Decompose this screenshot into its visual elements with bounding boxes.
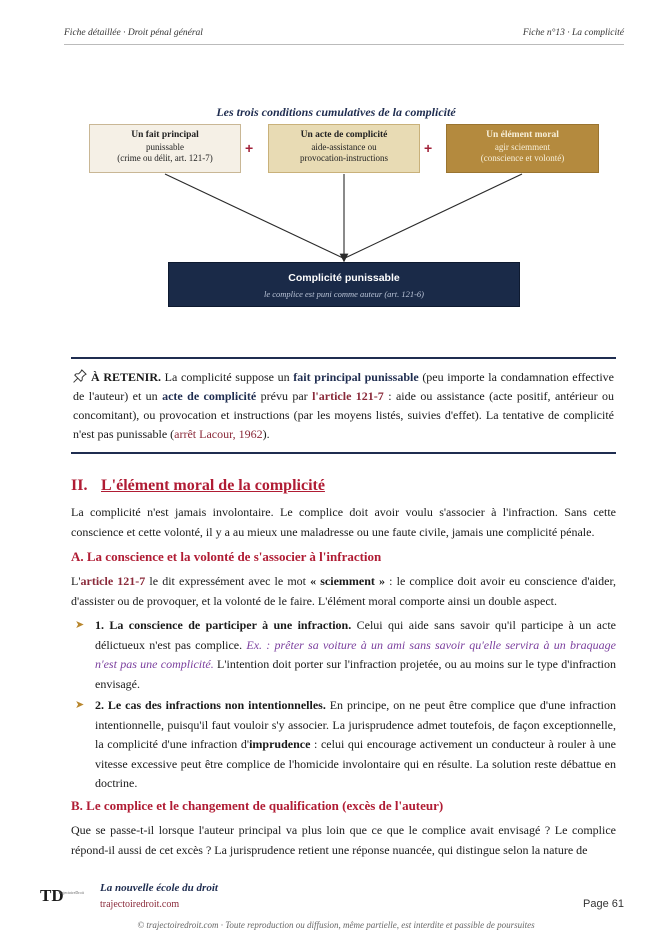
condition-line: provocation-instructions	[300, 153, 388, 163]
retenir-label: À RETENIR.	[91, 370, 162, 384]
condition-box-element-moral	[446, 124, 599, 173]
header-right: Fiche n°13 · La complicité	[522, 28, 624, 38]
logo	[40, 886, 74, 904]
item-lead: 2. Le cas des infractions non intentionnelles.	[95, 698, 326, 712]
text-run: le dit expressément avec le mot	[145, 574, 311, 588]
arrow-right	[345, 174, 522, 258]
pin-icon	[73, 369, 87, 383]
footer-link[interactable]: trajectoiredroit.com	[100, 899, 180, 910]
condition-line: (crime ou délit, art. 121-7)	[117, 153, 213, 163]
keyword-acte-complicite: acte de complicité	[162, 389, 257, 403]
result-box	[168, 262, 520, 307]
subsection-a-title: A. La conscience et la volonté de s'associer à l'infraction	[71, 549, 382, 564]
text-run: L'	[71, 574, 81, 588]
arrow-bullet-icon: ➤	[75, 619, 85, 631]
section-number: II.	[71, 477, 88, 494]
diagram-title: Les trois conditions cumulatives de la complicité	[216, 105, 456, 119]
item-lead: 1. La conscience de participer à une infraction.	[95, 618, 352, 632]
footer-title: La nouvelle école du droit	[100, 882, 218, 894]
text-run: En principe, on ne peut être complice que d'une infraction intentionnelle, puisqu'il faut vouloir s'y associer. La jurisprudence admet toutefois, de façon exceptionnelle, la complicité d'une infraction d'	[95, 698, 616, 751]
condition-line: (conscience et volonté)	[480, 153, 565, 163]
retenir-text: prévu par	[256, 389, 313, 403]
text-run: Celui qui aide sans savoir qu'il participe à un acte délictueux n'est pas complice.	[95, 618, 616, 652]
plus-sign: +	[245, 140, 254, 156]
text-run: : celui qui encourage activement un conducteur à rouler à une vitesse excessive peut être complice de l'homicide involontaire qui en résulte. La solution reste débattue en doctrine.	[95, 737, 617, 790]
case-reference: arrêt Lacour, 1962	[174, 427, 263, 441]
text-run: L'intention doit porter sur l'infraction projetée, ou au moins sur le type d'infraction envisagé.	[95, 657, 616, 691]
list-item	[71, 696, 616, 794]
keyword-fait-principal: fait principal punissable	[293, 370, 419, 384]
condition-title: Un acte de complicité	[300, 130, 388, 140]
subsection-a-paragraph	[71, 571, 616, 611]
retenir-box	[71, 357, 616, 454]
article-reference: l'article 121-7	[312, 389, 384, 403]
section-intro: La complicité n'est jamais involontaire. Le complice doit avoir voulu s'associer à l'infraction. Sans cette conscience et cette volonté, il y a au mieux une maladresse ou une faute civile, jamais une complicité pénale.	[71, 505, 616, 539]
logo-mark: TD	[40, 886, 64, 904]
result-title: Complicité punissable	[288, 272, 400, 284]
text-run: : le complice doit avoir eu conscience d'aider, d'assister ou de provoquer, et la volonté de le faire. L'élément moral comporte ainsi un double aspect.	[71, 574, 616, 608]
page-number: Page 61	[583, 898, 624, 910]
arrow-bullet-icon: ➤	[75, 699, 85, 711]
header-left: Fiche détaillée · Droit pénal général	[64, 28, 203, 38]
plus-sign: +	[424, 140, 433, 156]
article-reference: article 121-7	[80, 574, 146, 588]
copyright-notice: © trajectoiredroit.com · Toute reproduction ou diffusion, même partielle, est interdite et passible de poursuites	[137, 920, 535, 930]
retenir-text: : aide ou assistance (acte positif, antérieur ou concomitant), ou provocation et instructions (par les moyens listés, suivies d'effet). La tentative de complicité n'est pas punissable (	[73, 389, 614, 441]
condition-box-acte-complicite	[268, 124, 420, 173]
result-subtitle: le complice est puni comme auteur (art. 121-6)	[263, 289, 425, 299]
condition-box-fait-principal	[89, 124, 241, 173]
retenir-text: (peu importe la condamnation effective de l'auteur) et un	[73, 370, 614, 403]
subsection-b-title: B. Le complice et le changement de qualification (excès de l'auteur)	[71, 798, 444, 813]
section-title: L'élément moral de la complicité	[101, 477, 325, 494]
condition-line: aide-assistance ou	[311, 141, 377, 152]
retenir-text: ).	[262, 427, 270, 441]
logo-subtext: TrajectoireDroit	[58, 890, 84, 895]
example-text: Ex. : prêter sa voiture à un ami sans savoir qu'elle servira à un braquage n'est pas une complicité.	[95, 637, 616, 671]
list-item	[71, 616, 616, 694]
subsection-b-paragraph: Que se passe-t-il lorsque l'auteur principal va plus loin que ce que le complice avait envisagé ? Le complice répond-il aussi de cet excès ? La jurisprudence retient une réponse nuancée, qui distingue selon la nature de	[71, 823, 616, 857]
condition-title: Un fait principal	[131, 130, 199, 140]
section-heading	[71, 477, 325, 495]
retenir-text: La complicité suppose un	[161, 370, 294, 384]
condition-line: agir sciemment	[494, 141, 551, 152]
keyword-sciemment: « sciemment »	[310, 574, 386, 588]
condition-title: Un élément moral	[486, 130, 559, 140]
keyword-imprudence: imprudence	[249, 737, 311, 751]
condition-line: punissable	[146, 141, 184, 152]
arrow-left	[165, 174, 343, 258]
